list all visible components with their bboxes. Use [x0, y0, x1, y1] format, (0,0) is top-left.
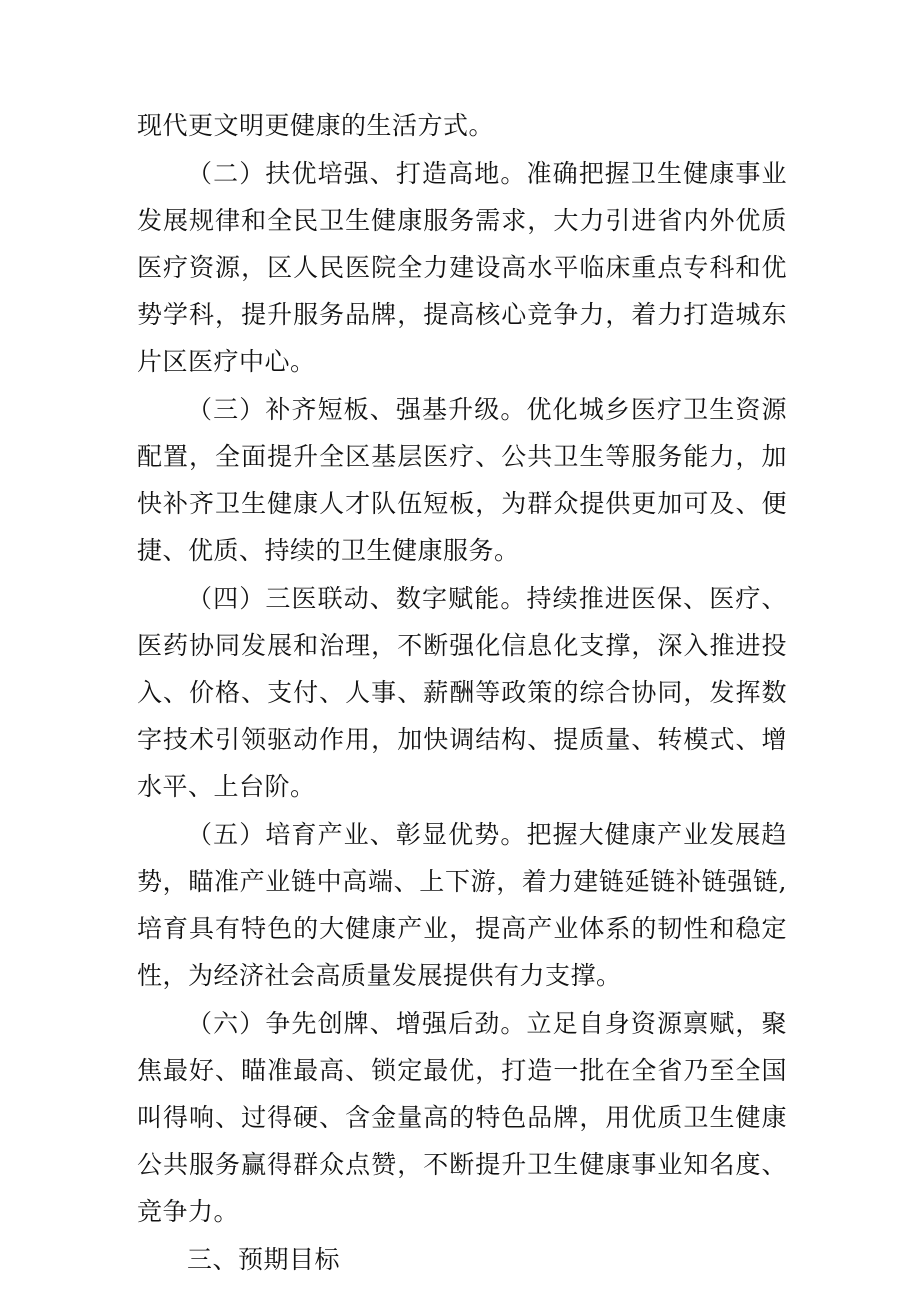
section-heading: 三、预期目标 [187, 1245, 341, 1274]
paragraph-continuation: 现代更文明更健康的生活方式。 [137, 111, 495, 140]
paragraph-item-5: （五）培育产业、彰显优势。把握大健康产业发展趋势，瞄准产业链中高端、上下游，着力建链延链补链强链,培育具有特色的大健康产业，提高产业体系的韧性和稳定性，为经济社会高质量发展提供有力支撑。 [137, 820, 787, 990]
paragraph-item-3: （三）补齐短板、强基升级。优化城乡医疗卫生资源配置，全面提升全区基层医疗、公共卫生等服务能力，加快补齐卫生健康人才队伍短板，为群众提供更加可及、便捷、优质、持续的卫生健康服务。 [137, 395, 787, 565]
paragraph-item-6: （六）争先创牌、增强后劲。立足自身资源禀赋，聚焦最好、瞄准最高、锁定最优，打造一批在全省乃至全国叫得响、过得硬、含金量高的特色品牌，用优质卫生健康公共服务赢得群众点赞，不断提升卫生健康事业知名度、竞争力。 [137, 1009, 787, 1226]
paragraph-item-2: （二）扶优培强、打造高地。准确把握卫生健康事业发展规律和全民卫生健康服务需求，大力引进省内外优质医疗资源，区人民医院全力建设高水平临床重点专科和优势学科，提升服务品牌，提高核心竞争力，着力打造城东片区医疗中心。 [137, 159, 787, 376]
document-body [137, 102, 787, 1283]
paragraph-item-4: （四）三医联动、数字赋能。持续推进医保、医疗、医药协同发展和治理，不断强化信息化支撑，深入推进投入、价格、支付、人事、薪酬等政策的综合协同，发挥数字技术引领驱动作用，加快调结构、提质量、转模式、增水平、上台阶。 [137, 584, 787, 801]
